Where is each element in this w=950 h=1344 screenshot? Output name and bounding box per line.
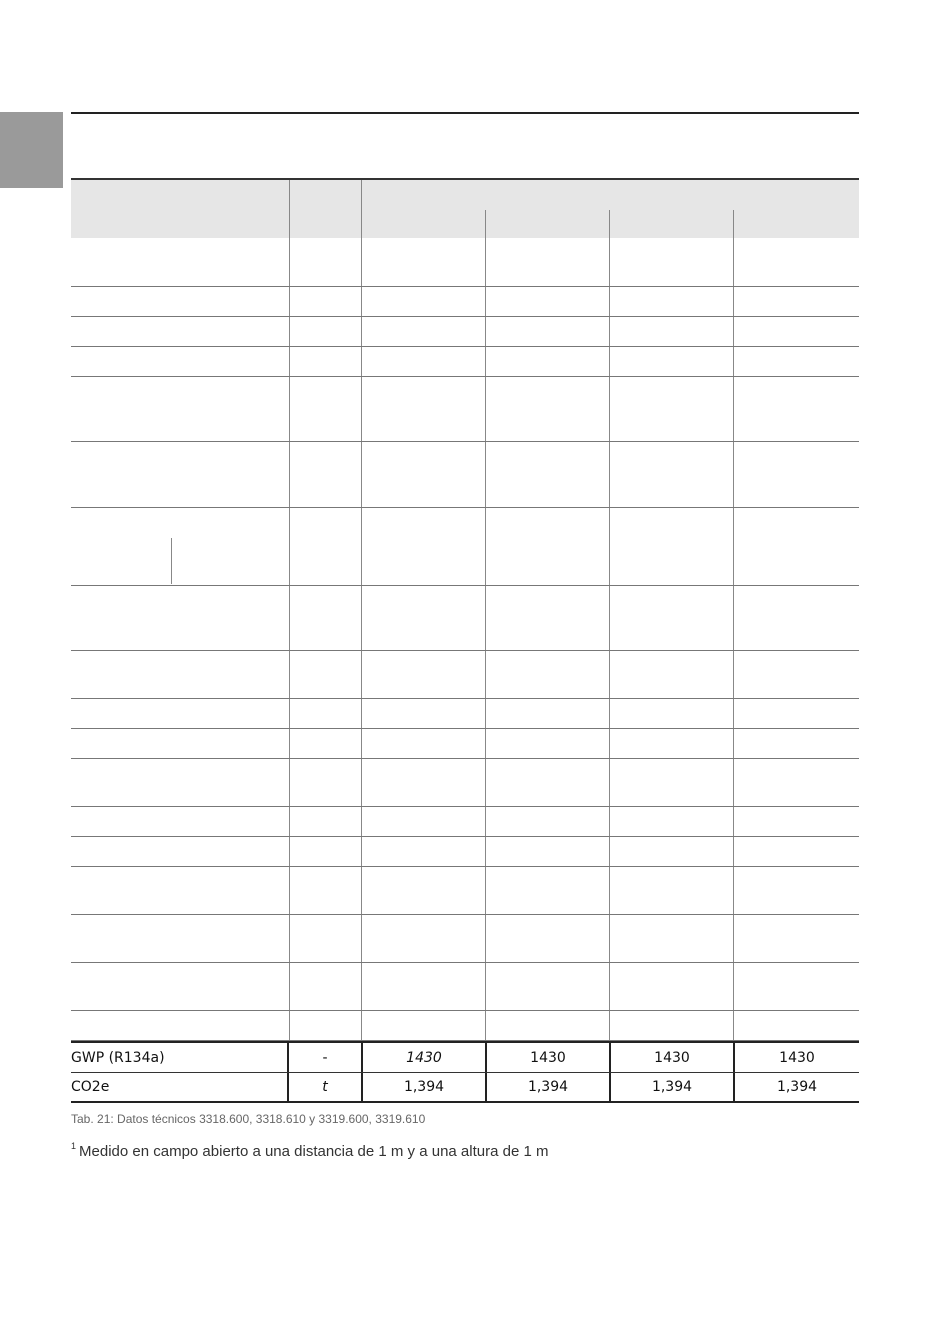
empty-table-row <box>71 759 859 807</box>
empty-table-row <box>71 807 859 837</box>
technical-data-table <box>71 178 859 1103</box>
co2e-unit: t <box>322 1079 328 1095</box>
footnote-marker: 1 <box>71 1141 77 1151</box>
empty-table-row <box>71 651 859 699</box>
chapter-tab <box>0 112 63 188</box>
empty-table-row <box>71 586 859 651</box>
header-rule <box>71 112 859 114</box>
footnote-text: Medido en campo abierto a una distancia de 1 m y a una altura de 1 m <box>79 1143 549 1160</box>
table-row-gwp <box>71 1041 859 1073</box>
empty-table-row <box>71 442 859 508</box>
gwp-value-3: 1430 <box>654 1049 690 1066</box>
empty-table-row <box>71 1011 859 1041</box>
co2e-label: CO2e <box>71 1079 110 1095</box>
empty-table-row <box>71 377 859 442</box>
table-header <box>71 178 859 238</box>
empty-table-row <box>71 347 859 377</box>
co2e-value-4: 1,394 <box>776 1079 818 1095</box>
empty-table-row <box>71 729 859 759</box>
table-caption: Tab. 21: Datos técnicos 3318.600, 3318.610 y 3319.600, 3319.610 <box>71 1112 426 1126</box>
empty-table-row <box>71 915 859 963</box>
empty-table-row <box>71 287 859 317</box>
co2e-value-3: 1,394 <box>651 1079 693 1095</box>
empty-table-row <box>71 317 859 347</box>
empty-table-row <box>71 238 859 287</box>
empty-table-row <box>71 963 859 1011</box>
co2e-value-2: 1,394 <box>527 1079 569 1095</box>
footnote <box>71 1143 548 1160</box>
gwp-label: GWP (R134a) <box>71 1049 165 1066</box>
co2e-value-1: 1,394 <box>403 1079 445 1095</box>
empty-table-row <box>71 699 859 729</box>
gwp-value-2: 1430 <box>530 1049 566 1066</box>
gwp-value-4: 1430 <box>779 1049 815 1066</box>
empty-table-row <box>71 837 859 867</box>
empty-table-row <box>71 867 859 915</box>
empty-table-row <box>71 508 859 586</box>
blank-rows <box>71 238 859 1041</box>
table-row-co2e <box>71 1073 859 1103</box>
gwp-unit: - <box>322 1049 328 1066</box>
gwp-value-1: 1430 <box>406 1049 442 1066</box>
